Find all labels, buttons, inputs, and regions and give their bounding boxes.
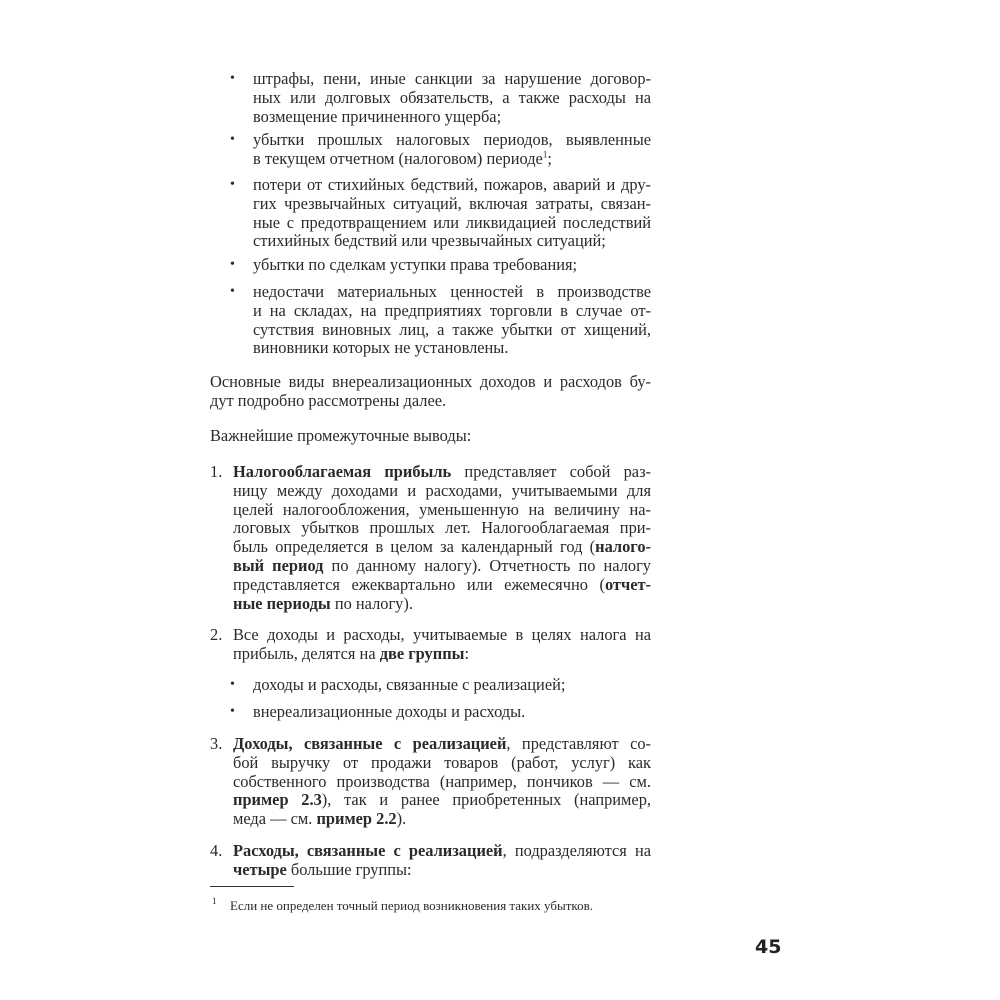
text-line — [233, 773, 651, 792]
text-fragment: ). — [396, 809, 407, 829]
text-fragment: в текущем отчетном (налоговом) периоде — [253, 148, 543, 168]
text-fragment: прибыль, делятся на — [233, 643, 380, 663]
bold-term: две группы — [379, 643, 465, 663]
text-fragment: по данному налогу). Отчетность по налогу — [323, 555, 651, 575]
footnote-text: Если не определен точный период возникновения таких убытков. — [230, 898, 593, 913]
text-fragment: ), так и ранее приобретенных (например, — [321, 790, 652, 810]
item-number: 4. — [210, 841, 223, 860]
text-line: виновники которых не установлены. — [253, 338, 509, 358]
text-fragment: целей налогообложения, уменьшенную на величину на- — [233, 499, 651, 519]
numbered-item-1 — [233, 463, 651, 613]
bold-term: пример 2.3 — [233, 790, 322, 810]
text-line — [233, 501, 651, 520]
text-line: потери от стихийных бедствий, пожаров, аварий и дру- — [253, 175, 651, 194]
text-fragment: бой выручку от продажи товаров (работ, услуг) как — [233, 752, 651, 772]
bullet-icon: • — [230, 704, 235, 719]
page-number: 45 — [755, 936, 782, 958]
footnote-divider — [210, 886, 294, 887]
text-fragment: : — [464, 643, 470, 663]
text-line — [233, 463, 651, 482]
bullet-icon: • — [230, 284, 235, 299]
text-fragment: , представляют со- — [506, 734, 652, 753]
text-line — [233, 754, 651, 773]
text-line: ные с предотвращением или ликвидацией последствий — [253, 212, 651, 232]
text-line: дут подробно рассмотрены далее. — [210, 390, 447, 410]
bullet-icon: • — [230, 71, 235, 86]
bold-term: Расходы, связанные с реализацией — [233, 841, 503, 860]
text-line — [233, 595, 651, 614]
text-line: сутствия виновных лиц, а также убытки от хищений, — [253, 319, 651, 339]
text-line — [233, 645, 651, 664]
text-line — [233, 519, 651, 538]
text-line — [233, 810, 651, 829]
bullet-item-4 — [253, 256, 651, 275]
sub-bullet-1 — [253, 676, 651, 695]
text-fragment: , подразделяются на — [502, 841, 651, 860]
item-number: 2. — [210, 625, 223, 644]
text-line: ных или долговых обязательств, а также расходы на — [253, 87, 651, 107]
footnote-ref: 1 — [542, 149, 548, 160]
item-number: 1. — [210, 462, 223, 481]
paragraph-main — [210, 373, 651, 411]
text-line: и на складах, на предприятиях торговли в случае от- — [253, 300, 651, 320]
bullet-item-2 — [253, 131, 651, 169]
bold-term: налого- — [595, 537, 651, 557]
bullet-item-3 — [253, 176, 651, 251]
footnote-mark: 1 — [212, 896, 217, 906]
item-number: 3. — [210, 734, 223, 753]
text-line — [233, 626, 651, 645]
sub-bullet-2 — [253, 703, 651, 722]
bullet-icon: • — [230, 132, 235, 147]
text-line: убытки прошлых налоговых периодов, выявленные — [253, 130, 651, 149]
text-fragment: ; — [547, 148, 552, 168]
text-line — [233, 735, 651, 754]
text-line — [233, 861, 651, 880]
text-fragment: собственного производства (например, пончиков — см. — [233, 771, 651, 791]
bold-term: ные периоды — [233, 593, 331, 613]
text-line: Основные виды внереализационных доходов и расходов бу- — [210, 372, 651, 391]
text-line: Важнейшие промежуточные выводы: — [210, 426, 472, 445]
bold-term: Налогооблагаемая прибыль — [233, 462, 452, 481]
bold-term: Доходы, связанные с реализацией — [233, 734, 507, 753]
text-line — [253, 150, 651, 169]
bullet-item-1 — [253, 70, 651, 126]
text-line — [233, 791, 651, 810]
text-line — [233, 842, 651, 861]
bullet-item-5 — [253, 283, 651, 358]
bold-term: четыре — [233, 859, 287, 879]
text-line — [233, 557, 651, 576]
text-line — [233, 576, 651, 595]
bold-term: отчет- — [604, 574, 651, 594]
text-line — [233, 482, 651, 501]
text-line: штрафы, пени, иные санкции за нарушение договор- — [253, 69, 651, 88]
text-line: недостачи материальных ценностей в производстве — [253, 282, 651, 301]
text-fragment: представляется ежеквартально или ежемесячно ( — [233, 574, 605, 594]
text-fragment: меда — см. — [233, 809, 317, 829]
text-line: гих чрезвычайных ситуаций, включая затраты, связан- — [253, 193, 651, 213]
numbered-item-2 — [233, 626, 651, 664]
text-line — [233, 538, 651, 557]
text-line: возмещение причиненного ущерба; — [253, 106, 502, 126]
text-line: внереализационные доходы и расходы. — [253, 702, 526, 721]
bold-term: вый период — [233, 555, 324, 575]
text-fragment: Все доходы и расходы, учитываемые в целях налога на — [233, 625, 651, 644]
bold-term: пример 2.2 — [316, 809, 397, 829]
numbered-item-3 — [233, 735, 651, 829]
numbered-item-4 — [233, 842, 651, 880]
text-line: доходы и расходы, связанные с реализацией; — [253, 675, 566, 694]
text-fragment: большие группы: — [286, 859, 412, 879]
text-fragment: логовых убытков прошлых лет. Налогооблагаемая при- — [233, 518, 651, 538]
bullet-icon: • — [230, 677, 235, 692]
paragraph-conclusions-heading — [210, 427, 651, 446]
text-fragment: ницу между доходами и расходами, учитываемыми для — [233, 480, 651, 500]
text-line: стихийных бедствий или чрезвычайных ситуаций; — [253, 231, 606, 251]
text-fragment: по налогу). — [330, 593, 413, 613]
bullet-icon: • — [230, 177, 235, 192]
text-line: убытки по сделкам уступки права требования; — [253, 255, 578, 274]
text-fragment: быль определяется в целом за календарный год ( — [233, 537, 596, 557]
bullet-icon: • — [230, 257, 235, 272]
text-fragment: представляет собой раз- — [451, 462, 651, 481]
